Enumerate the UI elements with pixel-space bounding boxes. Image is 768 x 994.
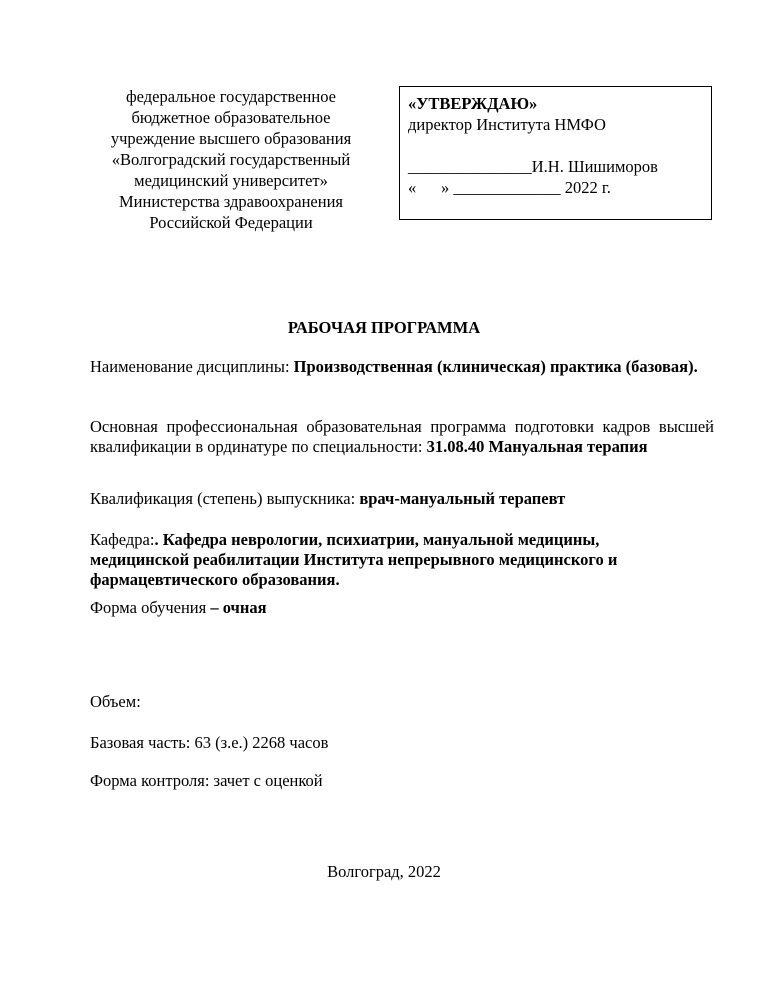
qualification-label: Квалификация (степень) выпускника: <box>90 489 356 508</box>
org-line: Российской Федерации <box>149 213 313 232</box>
department-label: Кафедра: <box>90 530 155 549</box>
qualification-value: врач-мануальный терапевт <box>359 489 566 508</box>
approval-stamp: «УТВЕРЖДАЮ» <box>408 94 538 113</box>
approval-spacer <box>408 135 711 156</box>
approval-date-line: « » _____________ 2022 г. <box>408 178 611 197</box>
program-label: Основная профессиональная образовательная программа подготовки кадров высшей квалификации в ординатуре по специальности: <box>90 417 714 456</box>
organization-block <box>88 86 374 233</box>
discipline-value: Производственная (клиническая) практика (базовая). <box>293 357 698 376</box>
control-form-text: Форма контроля: зачет с оценкой <box>90 771 323 790</box>
study-form-paragraph <box>90 598 714 618</box>
org-line: учреждение высшего образования <box>110 129 352 148</box>
volume-label: Объем: <box>90 692 141 711</box>
org-line: медицинский университет» <box>134 171 328 190</box>
department-paragraph <box>90 530 690 590</box>
org-line: «Волгоградский государственный <box>111 150 351 169</box>
base-part-text: Базовая часть: 63 (з.е.) 2268 часов <box>90 733 329 752</box>
document-title: РАБОЧАЯ ПРОГРАММА <box>287 318 481 337</box>
program-paragraph <box>90 417 714 457</box>
study-form-label: Форма обучения <box>90 598 207 617</box>
org-line: федеральное государственное <box>125 87 336 106</box>
study-form-value: – очная <box>210 598 267 617</box>
discipline-paragraph <box>90 357 714 377</box>
qualification-paragraph <box>90 489 714 509</box>
discipline-label: Наименование дисциплины: <box>90 357 290 376</box>
org-line: Министерства здравоохранения <box>118 192 343 211</box>
department-value: . Кафедра неврологии, психиатрии, мануальной медицины, медицинской реабилитации Института непрерывного медицинского и фармацевтического образования. <box>90 530 618 589</box>
program-value: 31.08.40 Мануальная терапия <box>426 437 648 456</box>
org-line: бюджетное образовательное <box>131 108 331 127</box>
approval-signature-line: _______________И.Н. Шишиморов <box>408 157 658 176</box>
approval-box <box>399 86 712 220</box>
approval-position: директор Института НМФО <box>408 115 606 134</box>
footer-city-year: Волгоград, 2022 <box>327 862 441 881</box>
